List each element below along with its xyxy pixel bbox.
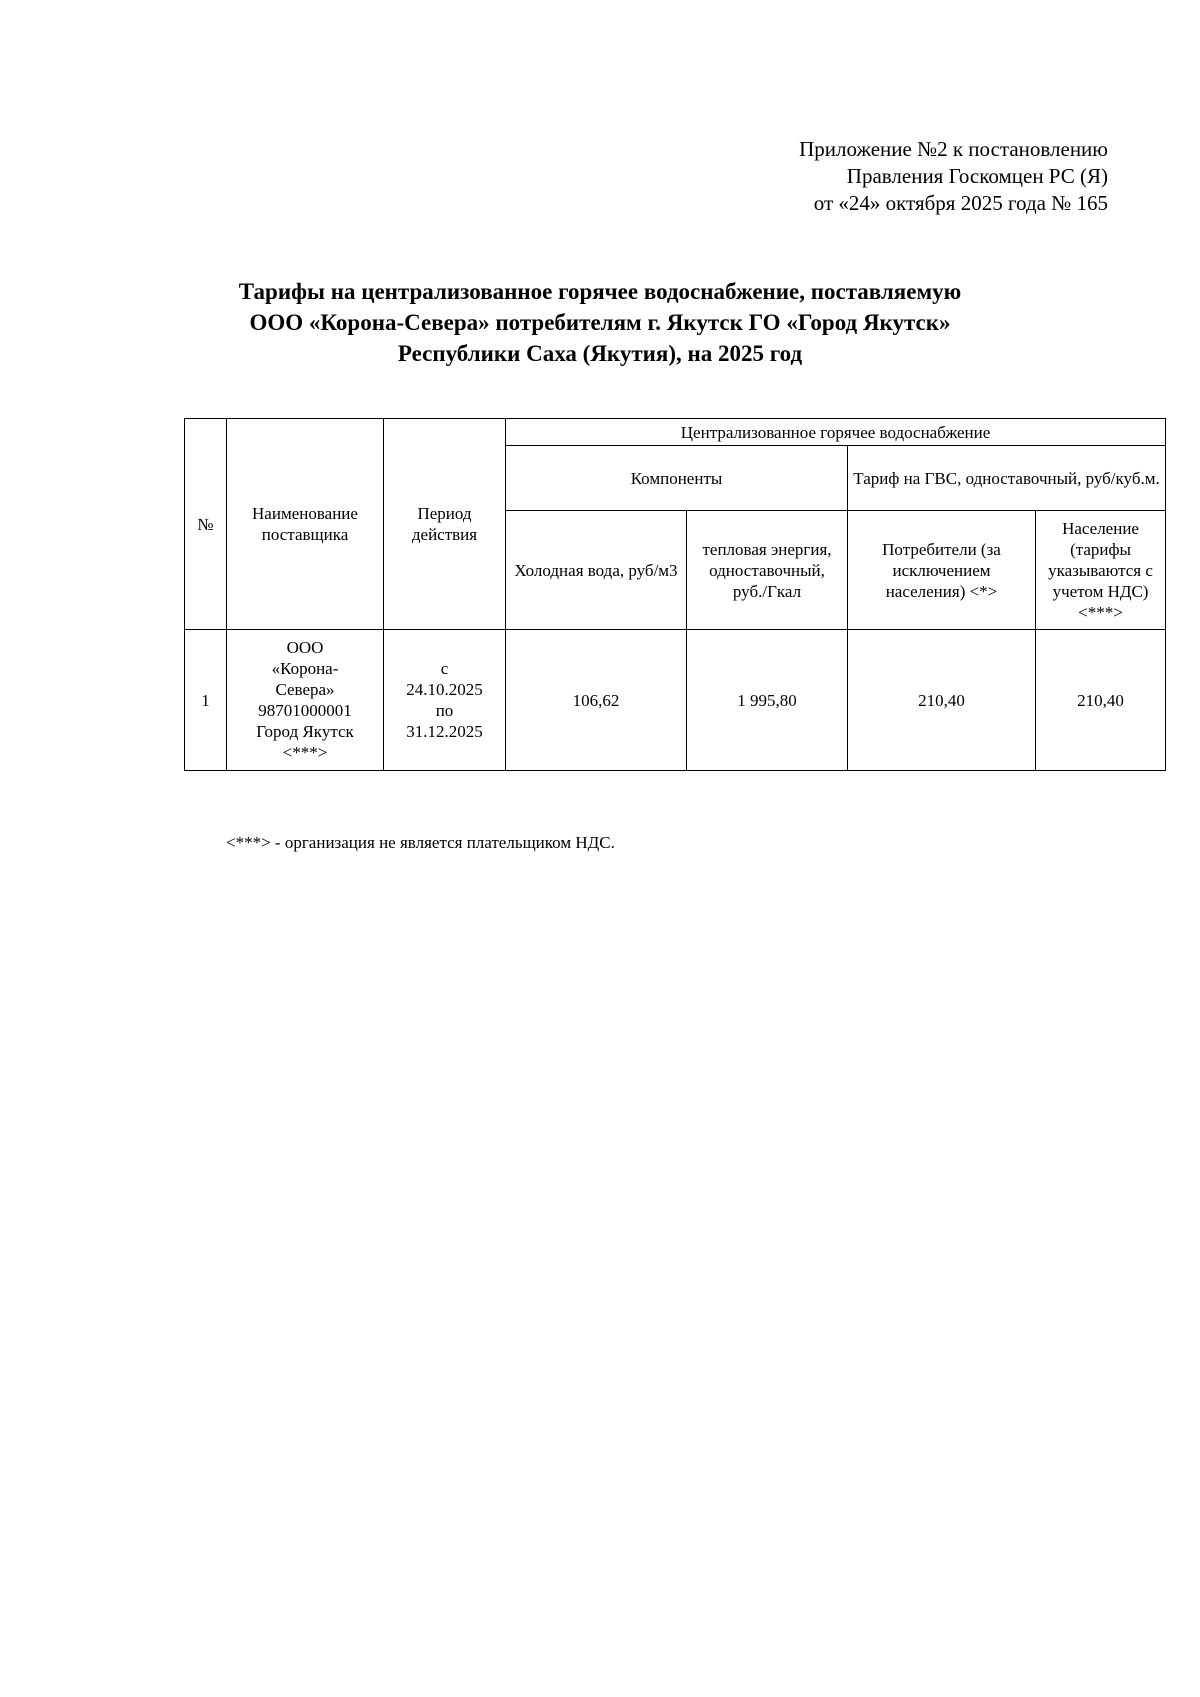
supplier-line: Город Якутск — [256, 722, 354, 741]
title-line-1: Тарифы на централизованное горячее водоснабжение, поставляемую — [238, 279, 962, 304]
footnote: <***> - организация не является плательщиком НДС. — [226, 833, 615, 852]
header-supplier: Наименование поставщика — [227, 419, 384, 630]
cell-number: 1 — [185, 630, 227, 771]
appendix-line-2: Правления Госкомцен РС (Я) — [846, 164, 1108, 188]
header-row-1 — [185, 419, 1166, 446]
supplier-line: Севера» — [275, 680, 335, 699]
document-title — [120, 276, 1080, 369]
cell-period — [384, 630, 506, 771]
appendix-line-3: от «24» октября 2025 года № 165 — [813, 191, 1108, 215]
cell-population: 210,40 — [1036, 630, 1166, 771]
supplier-line: ООО — [286, 638, 324, 657]
supplier-line: <***> — [282, 743, 328, 762]
cell-heat-energy: 1 995,80 — [687, 630, 848, 771]
header-period: Период действия — [384, 419, 506, 630]
header-group-tariff: Тариф на ГВС, одноставочный, руб/куб.м. — [848, 446, 1166, 511]
header-cold-water: Холодная вода, руб/м3 — [506, 511, 687, 630]
header-group-components: Компоненты — [506, 446, 848, 511]
header-population: Население (тарифы указываются с учетом НДС) <***> — [1036, 511, 1166, 630]
header-consumers: Потребители (за исключением населения) <*> — [848, 511, 1036, 630]
header-group-main: Централизованное горячее водоснабжение — [506, 419, 1166, 446]
supplier-line: «Корона- — [271, 659, 339, 678]
cell-supplier — [227, 630, 384, 771]
period-line: по — [435, 701, 454, 720]
title-line-2: ООО «Корона-Севера» потребителям г. Якутск ГО «Город Якутск» — [249, 310, 951, 335]
header-heat-energy: тепловая энергия, одноставочный, руб./Гкал — [687, 511, 848, 630]
period-line: 31.12.2025 — [406, 722, 483, 741]
title-line-3: Республики Саха (Якутия), на 2025 год — [397, 341, 803, 366]
supplier-line: 98701000001 — [258, 701, 352, 720]
appendix-header — [799, 136, 1108, 217]
table-row — [185, 630, 1166, 771]
cell-cold-water: 106,62 — [506, 630, 687, 771]
tariff-table — [184, 418, 1166, 771]
appendix-line-1: Приложение №2 к постановлению — [799, 137, 1108, 161]
header-number: № — [185, 419, 227, 630]
cell-consumers: 210,40 — [848, 630, 1036, 771]
period-line: 24.10.2025 — [406, 680, 483, 699]
period-line: с — [440, 659, 449, 678]
